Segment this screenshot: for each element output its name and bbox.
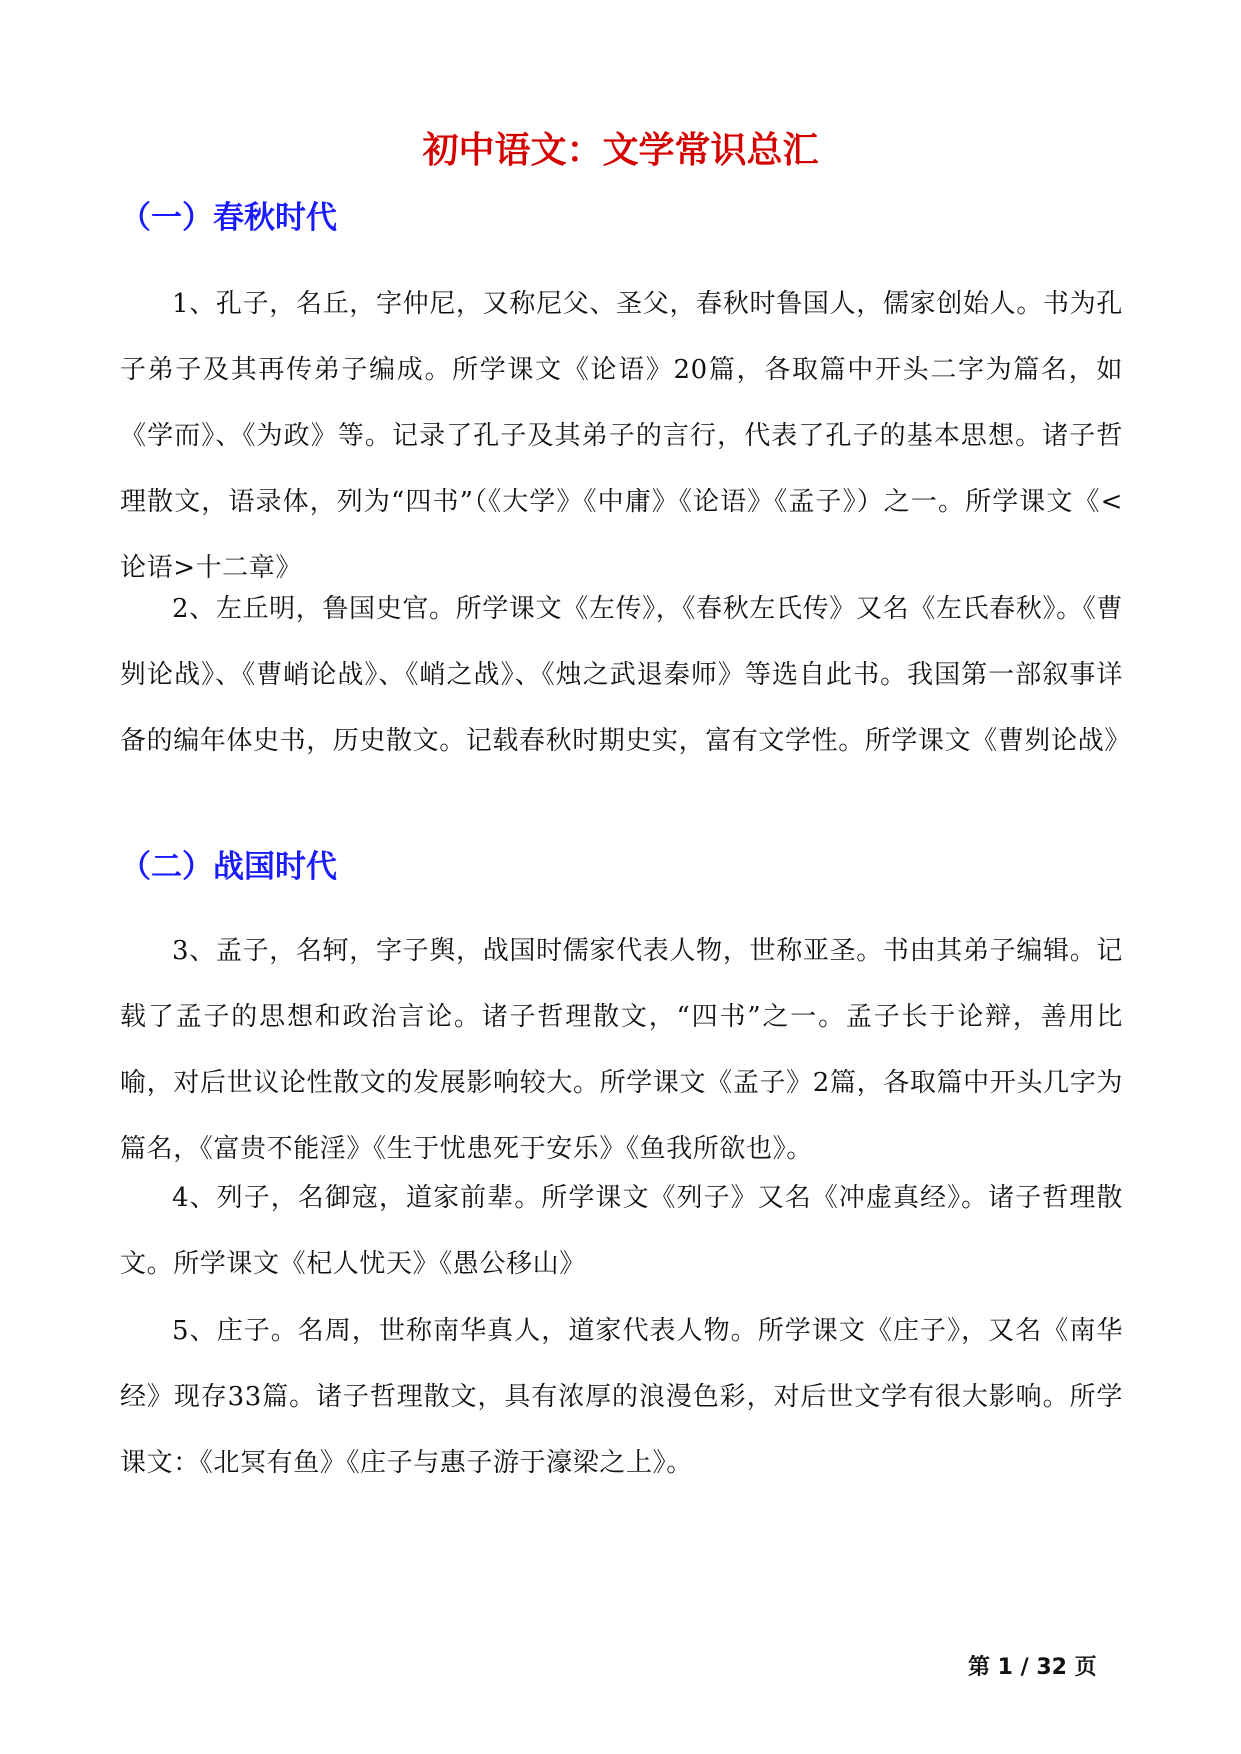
paragraph-zuo-qiuming: 2、左丘明，鲁国史官。所学课文《左传》，《春秋左氏传》又名《左氏春秋》。《曹刿论战》、《曹峭论战》、《峭之战》、《烛之武退秦师》等选自此书。我国第一部叙事详备的编年体史书，历史散文。记载春秋时期史实，富有文学性。所学课文《曹刿论战》	[120, 594, 1131, 756]
paragraph-liezi: 4、列子，名御寇，道家前辈。所学课文《列子》又名《冲虚真经》。诸子哲理散文。所学课文《杞人忧天》《愚公移山》	[120, 1183, 1123, 1279]
page-number: 第 1 / 32 页	[968, 1655, 1097, 1680]
paragraph-mencius: 3、孟子，名轲，字子舆，战国时儒家代表人物，世称亚圣。书由其弟子编辑。记载了孟子的思想和政治言论。诸子哲理散文，“四书”之一。孟子长于论辩，善用比喻，对后世议论性散文的发展影响较大。所学课文《孟子》2篇，各取篇中开头几字为篇名，《富贵不能淫》《生于忧患死于安乐》《鱼我所欲也》。	[120, 936, 1123, 1164]
paragraph-zhuangzi: 5、庄子。名周，世称南华真人，道家代表人物。所学课文《庄子》，又名《南华经》现存33篇。诸子哲理散文，具有浓厚的浪漫色彩，对后世文学有很大影响。所学课文：《北冥有鱼》《庄子与惠子游于濠梁之上》。	[120, 1316, 1123, 1478]
section-heading-warring-states: （二）战国时代	[120, 849, 337, 885]
section-heading-spring-autumn: （一）春秋时代	[120, 200, 337, 236]
paragraph-confucius: 1、孔子，名丘，字仲尼，又称尼父、圣父，春秋时鲁国人，儒家创始人。书为孔子弟子及其再传弟子编成。所学课文《论语》20篇，各取篇中开头二字为篇名，如《学而》、《为政》等。记录了孔子及其弟子的言行，代表了孔子的基本思想。诸子哲理散文，语录体，列为“四书”（《大学》《中庸》《论语》《孟子》）之一。所学课文《<论语>十二章》	[120, 289, 1123, 583]
document-title: 初中语文：文学常识总汇	[422, 130, 819, 171]
